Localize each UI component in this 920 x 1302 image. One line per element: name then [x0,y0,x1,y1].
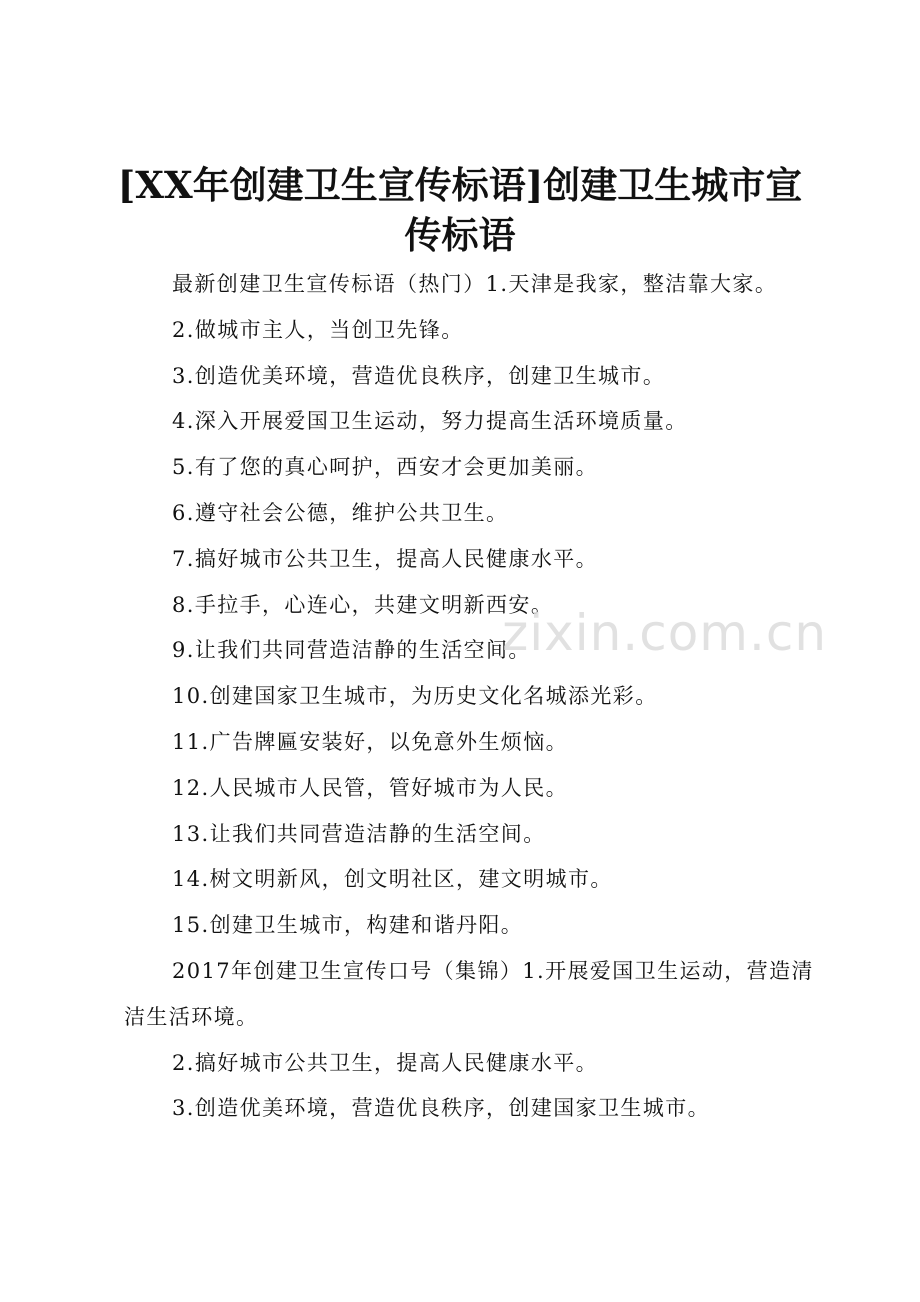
paragraph: 4.深入开展爱国卫生运动，努力提高生活环境质量。 [172,409,688,434]
paragraph: 15.创建卫生城市，构建和谐丹阳。 [172,913,524,938]
paragraph: 12.人民城市人民管，管好城市为人民。 [172,775,568,800]
paragraph: 6.遵守社会公德，维护公共卫生。 [172,500,509,525]
site-watermark: zixin.com.cn [502,604,828,662]
paragraph: 3.创造优美环境，营造优良秩序，创建卫生城市。 [172,363,666,388]
paragraph: 7.搞好城市公共卫生，提高人民健康水平。 [172,546,599,571]
paragraph: 5.有了您的真心呵护，西安才会更加美丽。 [172,455,599,480]
paragraph: 2.做城市主人，当创卫先锋。 [172,317,464,342]
paragraph: 3.创造优美环境，营造优良秩序，创建国家卫生城市。 [172,1096,711,1121]
paragraph: 13.让我们共同营造洁静的生活空间。 [172,821,546,846]
paragraph: 最新创建卫生宣传标语（热门）1.天津是我家，整洁靠大家。 [172,272,778,296]
paragraph: 9.让我们共同营造洁静的生活空间。 [172,638,531,663]
paragraph: 14.树文明新风，创文明社区，建文明城市。 [172,867,613,892]
paragraph: 10.创建国家卫生城市，为历史文化名城添光彩。 [172,684,658,709]
paragraph: 2017年创建卫生宣传口号（集锦）1.开展爱国卫生运动，营造清洁生活环境。 [124,958,814,1029]
paragraph: 2.搞好城市公共卫生，提高人民健康水平。 [172,1050,599,1075]
paragraph: 8.手拉手，心连心，共建文明新西安。 [172,592,554,617]
document-body [124,262,824,1132]
paragraph: 11.广告牌匾安装好，以免意外生烦恼。 [172,729,568,754]
document-title: [XX年创建卫生宣传标语]创建卫生城市宣传标语 [117,163,803,257]
